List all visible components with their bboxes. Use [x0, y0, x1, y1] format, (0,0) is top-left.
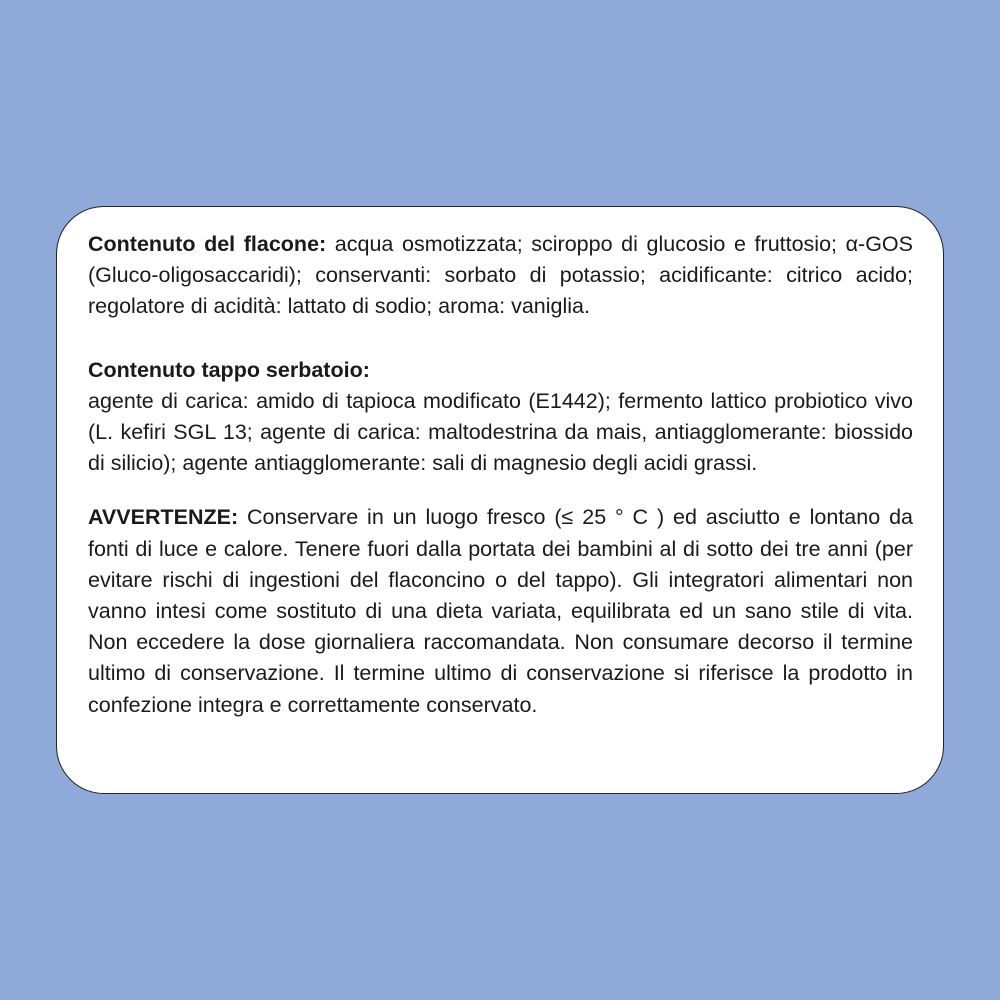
section-tappo-body: agente di carica: amido di tapioca modificato (E1442); fermento lattico probiotico vivo (L. kefiri SGL 13; agente di carica: maltodestrina da mais, antiagglomerante: biossido di silicio); agente antiagglomerante: sali di magnesio degli acidi grassi.: [88, 388, 913, 476]
section-flacone: [88, 229, 913, 323]
section-avvertenze-heading: AVVERTENZE:: [88, 505, 239, 530]
section-flacone-body: acqua osmotizzata; sciroppo di glucosio e fruttosio; α-GOS (Gluco-oligosaccaridi); conservanti: sorbato di potassio; acidificante: citrico acido; regolatore di acidità: lattato di sodio; aroma: vaniglia.: [88, 232, 913, 319]
section-tappo-heading: Contenuto tappo serbatoio:: [88, 357, 370, 382]
section-avvertenze-body: Conservare in un luogo fresco (≤ 25 ° C ) ed asciutto e lontano da fonti di luce e calore. Tenere fuori dalla portata dei bambini al di sotto dei tre anni (per evitare rischi di ingestioni del flaconcino o del tappo). Gli integratori alimentari non vanno intesi come sostituto di una dieta variata, equilibrata ed un sano stile di vita. Non eccedere la dose giornaliera raccomandata. Non consumare decorso il termine ultimo di conservazione. Il termine ultimo di conservazione si riferisce la prodotto in confezione integra e correttamente conservato.: [88, 505, 913, 717]
section-flacone-heading: Contenuto del flacone:: [88, 232, 327, 256]
section-avvertenze: [88, 502, 913, 720]
section-tappo: [88, 355, 913, 480]
label-card: [56, 206, 944, 794]
